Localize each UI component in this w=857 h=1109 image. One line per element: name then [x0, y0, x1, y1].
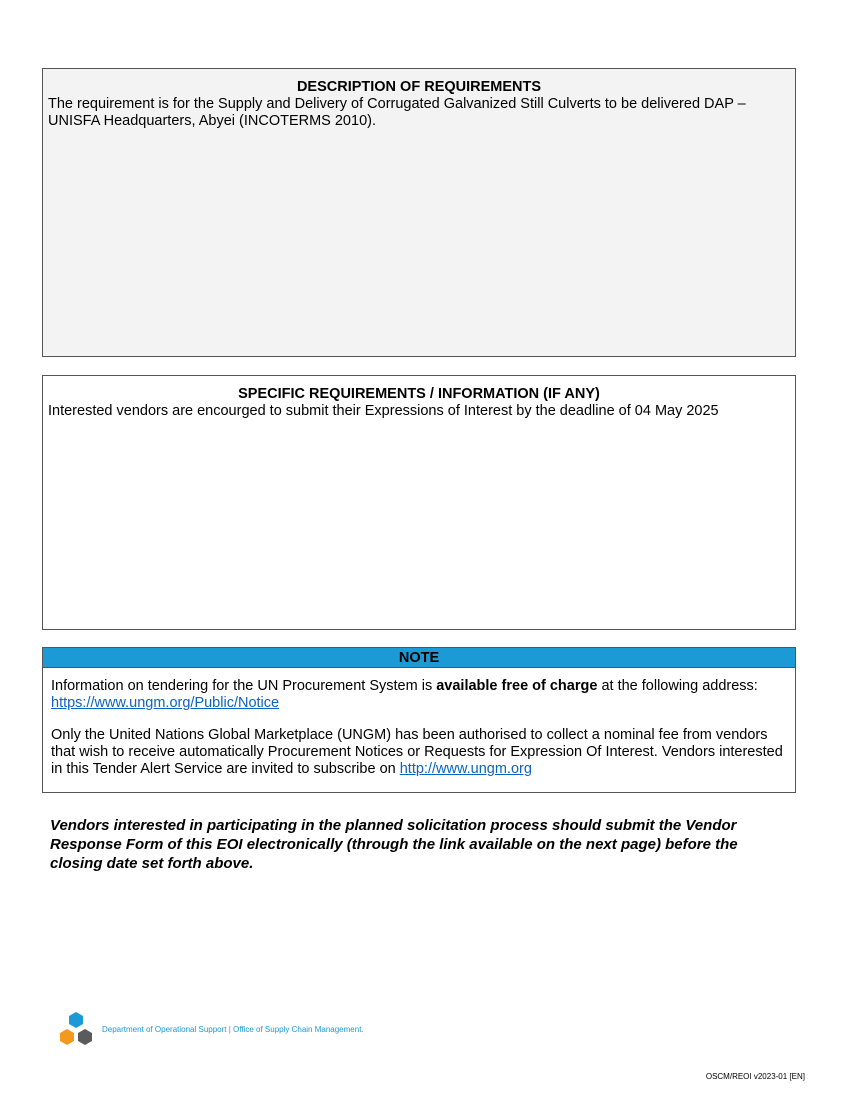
- description-title: DESCRIPTION OF REQUIREMENTS: [296, 79, 542, 95]
- note-paragraph-1: [51, 678, 787, 712]
- note-text-1: Information on tendering for the UN Procurement System is: [51, 678, 437, 694]
- note-title: NOTE: [43, 648, 795, 668]
- note-paragraph-2: [51, 727, 787, 778]
- note-section: [42, 647, 796, 793]
- ungm-notice-link[interactable]: https://www.ungm.org/Public/Notice: [51, 695, 280, 711]
- specific-requirements-section: [42, 375, 796, 630]
- department-footer-text: Department of Operational Support | Office of Supply Chain Management.: [102, 1025, 364, 1034]
- hexagon-cluster-logo-icon: [57, 1011, 97, 1049]
- specific-requirements-title: SPECIFIC REQUIREMENTS / INFORMATION (IF ANY): [238, 386, 600, 402]
- free-of-charge-text: available free of charge: [436, 678, 598, 694]
- specific-requirements-body: Interested vendors are encourged to submit their Expressions of Interest by the deadline of 04 May 2025: [48, 403, 719, 419]
- document-code: OSCM/REOI v2023-01 [EN]: [705, 1072, 805, 1081]
- note-text-2: at the following address:: [597, 678, 758, 694]
- description-section: [42, 68, 796, 357]
- note-body: [43, 668, 795, 778]
- note-text-3: Only the United Nations Global Marketplace (UNGM) has been authorised to collect a nominal fee from vendors that wish to receive automatically Procurement Notices or Requests for Expression Of Interest. Vendors interested in this Tender Alert Service are invited to subscribe on: [51, 727, 783, 777]
- closing-instructions: Vendors interested in participating in the planned solicitation process should submit the Vendor Response Form of this EOI electronically (through the link available on the next page) before the closing date set forth above.: [50, 817, 738, 872]
- description-body: The requirement is for the Supply and Delivery of Corrugated Galvanized Still Culverts to be delivered DAP – UNISFA Headquarters, Abyei (INCOTERMS 2010).: [48, 96, 746, 129]
- ungm-home-link[interactable]: http://www.ungm.org: [399, 761, 532, 777]
